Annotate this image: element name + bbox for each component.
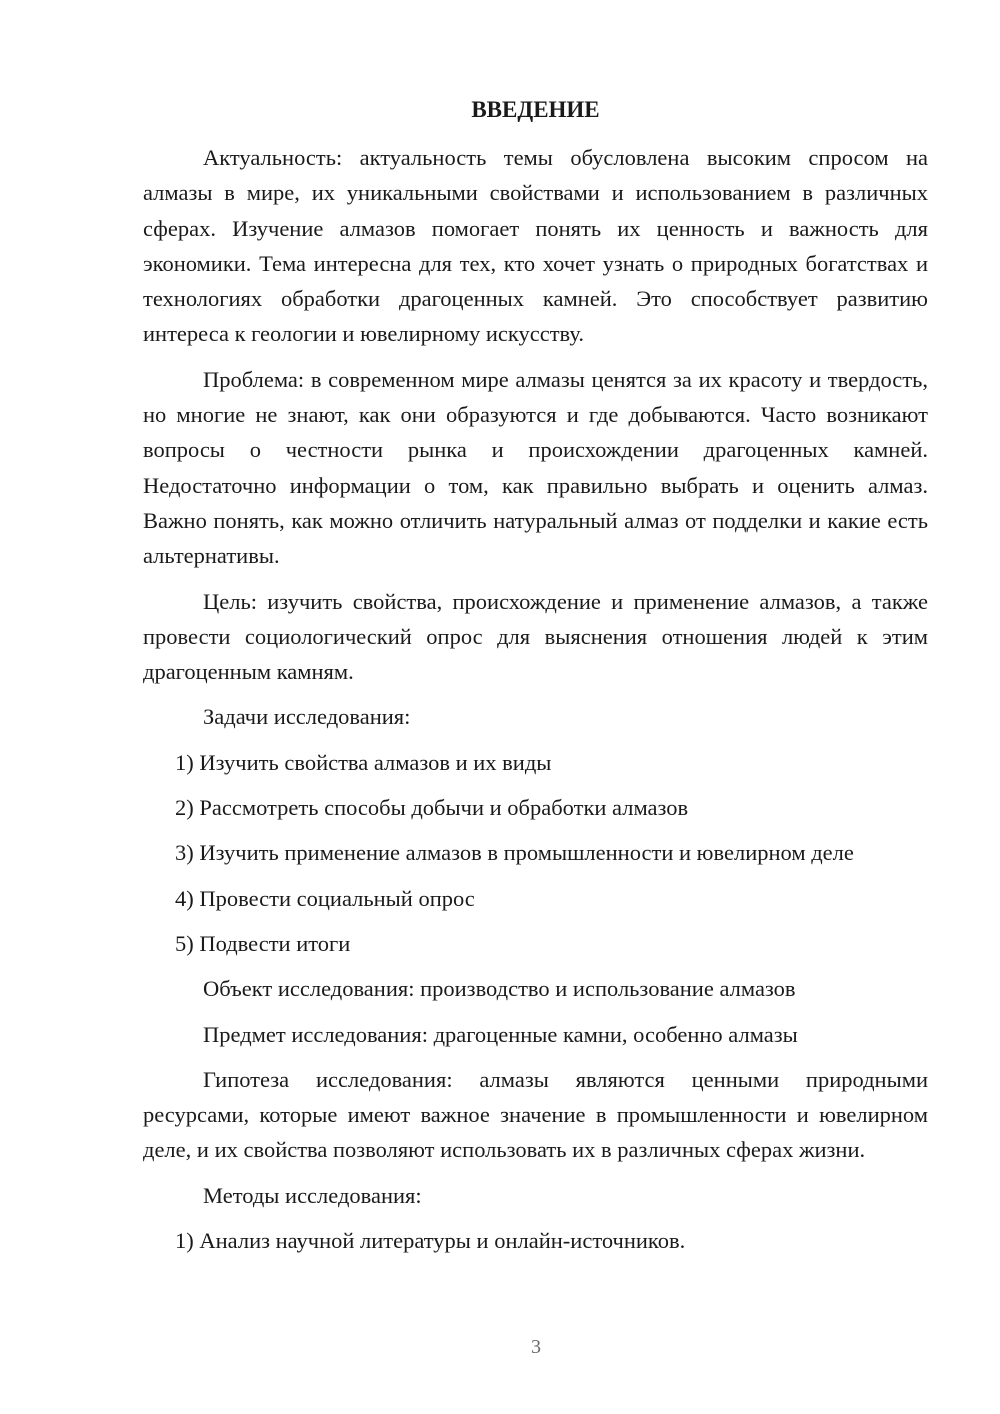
task-item: 3) Изучить применение алмазов в промышленности и ювелирном деле [175, 840, 854, 866]
section-title: ВВЕДЕНИЕ [471, 97, 600, 122]
problem-paragraph: Проблема: в современном мире алмазы ценятся за их красоту и твердость, но многие не знают, как они образуются и где добываются. Часто возникают вопросы о честности рынка и происхождении драгоценных камней. Недостаточно информации о том, как правильно выбрать и оценить алмаз. Важно понять, как можно отличить натуральный алмаз от подделки и какие есть альтернативы. [143, 366, 928, 569]
method-item: 1) Анализ научной литературы и онлайн-источников. [175, 1228, 686, 1254]
task-item: 1) Изучить свойства алмазов и их виды [175, 749, 552, 775]
object-line: Объект исследования: производство и использование алмазов [203, 976, 796, 1002]
task-item: 2) Рассмотреть способы добычи и обработки алмазов [175, 795, 689, 821]
goal-paragraph: Цель: изучить свойства, происхождение и применение алмазов, а также провести социологический опрос для выяснения отношения людей к этим драгоценным камням. [143, 588, 928, 685]
methods-heading: Методы исследования: [203, 1182, 422, 1208]
tasks-heading: Задачи исследования: [203, 704, 411, 730]
page-number: 3 [531, 1336, 541, 1358]
subject-line: Предмет исследования: драгоценные камни, особенно алмазы [203, 1021, 798, 1047]
task-item: 4) Провести социальный опрос [175, 885, 475, 911]
hypothesis-paragraph: Гипотеза исследования: алмазы являются ценными природными ресурсами, которые имеют важное значение в промышленности и ювелирном деле, и их свойства позволяют использовать их в различных сферах жизни. [143, 1066, 928, 1163]
document-page [143, 92, 928, 1268]
relevance-paragraph: Актуальность: актуальность темы обусловлена высоким спросом на алмазы в мире, их уникальными свойствами и использованием в различных сферах. Изучение алмазов помогает понять их ценность и важность для экономики. Тема интересна для тех, кто хочет узнать о природных богатствах и технологиях обработки драгоценных камней. Это способствует развитию интереса к геологии и ювелирному искусству. [143, 145, 928, 347]
task-item: 5) Подвести итоги [175, 930, 351, 956]
